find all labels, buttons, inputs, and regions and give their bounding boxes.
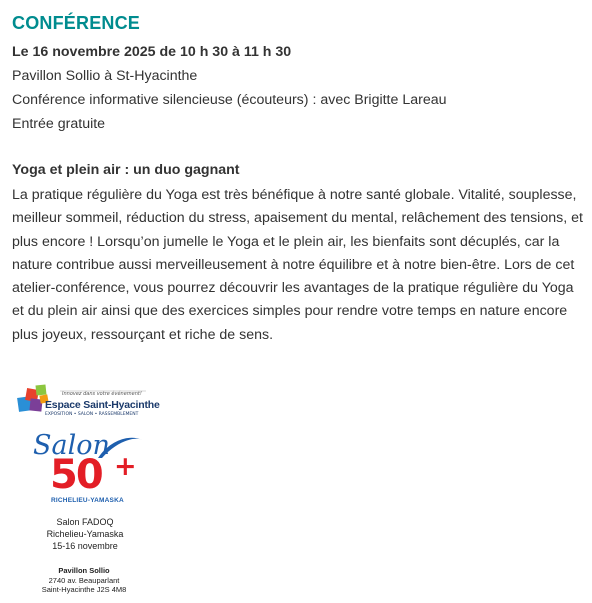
article-line: plus joyeux, ressourçant et riche de sens. bbox=[12, 326, 274, 343]
article-line: atelier-conférence, vous pourrez découvrir les avantages de la pratique régulière du Yoga bbox=[12, 280, 574, 297]
salon-plus: + bbox=[114, 451, 137, 482]
article-line: plus encore ! Lorsqu’on jumelle le Yoga et le plein air, les bienfaits sont décuplés, car la bbox=[12, 233, 560, 250]
event-place: Pavillon Sollio à St-Hyacinthe bbox=[12, 68, 198, 84]
event-datetime: Le 16 novembre 2025 de 10 h 30 à 11 h 30 bbox=[12, 44, 292, 60]
article-title: Yoga et plein air : un duo gagnant bbox=[12, 162, 240, 178]
logo-subtitle: EXPOSITION • SALON • RASSEMBLEMENT bbox=[45, 412, 139, 417]
article-line: et du plein air ainsi que des exercices simples pour rendre votre temps en nature encore bbox=[12, 303, 568, 320]
salon-fifty: 50 bbox=[50, 452, 102, 498]
article-body bbox=[12, 184, 584, 347]
salon-word: Salon bbox=[33, 430, 110, 461]
event-dates: 15-16 novembre bbox=[52, 541, 118, 551]
logo-tagline: Innovez dans votre événement! bbox=[62, 391, 142, 397]
article-line: La pratique régulière du Yoga est très bénéfique à notre santé globale. Vitalité, souplesse, bbox=[12, 187, 577, 203]
address-line2: Saint-Hyacinthe J2S 4M8 bbox=[41, 585, 127, 594]
logo-name: Espace Saint-Hyacinthe bbox=[45, 399, 160, 411]
event-description: Conférence informative silencieuse (écouteurs) : avec Brigitte Lareau bbox=[12, 92, 447, 108]
venue-name: Pavillon Sollio bbox=[58, 566, 110, 575]
event-price: Entrée gratuite bbox=[12, 116, 106, 132]
salon-region: RICHELIEU-YAMASKA bbox=[51, 497, 124, 504]
article-line: nature contribue aussi merveilleusement à notre équilibre et à notre bien-être. Lors de cet bbox=[12, 256, 575, 273]
address-line1: 2740 av. Beauparlant bbox=[48, 576, 120, 585]
org-line2: Richelieu-Yamaska bbox=[46, 529, 124, 539]
section-heading: CONFÉRENCE bbox=[12, 13, 141, 33]
article-line: meilleur sommeil, réduction du stress, apaisement du mental, relâchement des tensions, et bbox=[12, 210, 583, 227]
org-line1: Salon FADOQ bbox=[56, 517, 114, 527]
